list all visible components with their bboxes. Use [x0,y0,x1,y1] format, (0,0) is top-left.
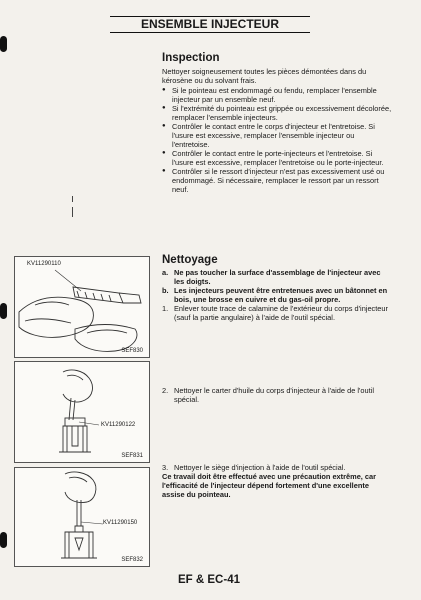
figure-1-caption: SEF830 [121,348,143,354]
section-header: ENSEMBLE INJECTEUR [110,16,310,33]
figure-3-tool-code: KV11290150 [103,520,138,526]
figure-1-tool-code: KV11290110 [27,261,61,267]
figure-1 [14,256,150,358]
margin-mark [72,196,73,202]
figure-3 [14,467,150,567]
figure-3-caption: SEF832 [121,557,143,563]
nettoyage-step-2: 2. Nettoyer le carter d'huile du corps d'injecteur à l'aide de l'outil spécial. [162,386,374,404]
nettoyage-title: Nettoyage [162,254,218,266]
oil-sump-cleaning-illustration [15,362,149,462]
inspection-bullet: ● Contrôler le contact entre le porte-injecteurs et l'entretoise. Si l'usure est excessive, remplacer l'entretoise ou le porte-injecteur. [162,149,392,167]
nettoyage-item-1: 1. Enlever toute trace de calamine de l'extérieur du corps d'injecteur (sauf la partie angulaire) à l'aide de l'outil spécial. [162,304,388,322]
inspection-section [162,52,392,194]
nettoyage-step-3-block [162,463,392,499]
binder-hole [0,532,7,548]
margin-mark [72,207,73,217]
inspection-bullet: ● Contrôler le contact entre le corps d'injecteur et l'entretoise. Si l'usure est excessive, remplacer l'ensemble injecteur ou l'entretoise. [162,122,392,149]
binder-hole [0,303,7,319]
nettoyage-item-b: b. Les injecteurs peuvent être entretenues avec un bâtonnet en bois, une brosse en cuivre et du gas-oil propre. [162,286,388,304]
injector-cleaning-illustration [15,257,149,357]
inspection-title: Inspection [162,52,220,64]
inspection-bullet: ● Si le pointeau est endommagé ou fendu, remplacer l'ensemble injecteur par un ensemble neuf. [162,86,392,104]
inspection-bullet: ● Contrôler si le ressort d'injecteur n'est pas excessivement usé ou endommagé. Si nécessaire, remplacer le ressort par un ressort neuf. [162,167,392,194]
figure-2-caption: SEF831 [121,453,143,459]
inspection-bullet: ● Si l'extrémité du pointeau est grippée ou excessivement décolorée, remplacer l'ensemble injecteurs. [162,104,392,122]
figure-2 [14,361,150,463]
nettoyage-item-a: a. Ne pas toucher la surface d'assemblage de l'injecteur avec les doigts. [162,268,381,286]
page-number: EF & EC-41 [178,574,240,586]
nozzle-seat-cleaning-illustration [15,468,149,566]
inspection-intro: Nettoyer soigneusement toutes les pièces démontées dans du kérosène ou du solvant frais. [162,67,367,85]
nettoyage-section [162,254,392,322]
binder-hole [0,36,7,52]
nettoyage-step-3: 3. Nettoyer le siège d'injection à l'aide de l'outil spécial. [162,463,346,472]
figure-2-tool-code: KV11290122 [101,422,136,428]
nettoyage-warning: Ce travail doit être effectué avec une précaution extrême, car l'efficacité de l'injecteur dépend fortement d'une excellente assise du pointeau. [162,472,377,499]
